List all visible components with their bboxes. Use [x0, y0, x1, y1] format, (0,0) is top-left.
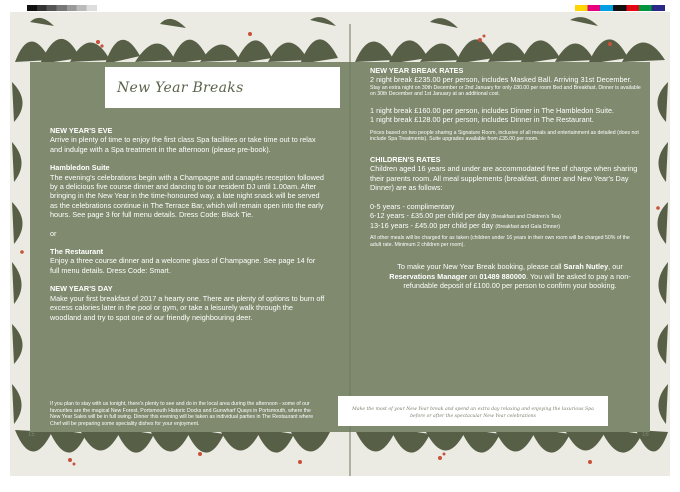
tier-6-12: 6-12 years - £35.00 per child per day (Breakfast and Children's Tea): [370, 211, 561, 221]
rates-note: Prices based on two people sharing a Signature Room, inclusive of all meals and entertainment as detailed (does not include Spa Treatments). Suite upgrades available from £35.00 per room.: [370, 129, 639, 143]
page-number-left: 15: [28, 432, 35, 438]
left-small-print: If you plan to stay with us tonight, there's plenty to see and do in the local area during the afternoon - some of our favourites are the magical New Forest, Portsmouth Historic Docks and Gunwharf Quays in Portsmouth, where the New Year Sales will be in full swing. Dinner this evening will be taken as individual parties in The Restaurant where Chef will be preparing some speciality dishes for your enjoyment.: [50, 401, 314, 427]
right-column: [370, 66, 642, 291]
section-body: Arrive in plenty of time to enjoy the first class Spa facilities or take time out to relax and indulge with a Spa treatment in the afternoon (please pre-book).: [50, 135, 316, 154]
page-number-right: 16: [642, 432, 649, 438]
section-body: Make your first breakfast of 2017 a hearty one. There are plenty of options to burn off excess calories later in the pool or gym, or take a leisurely walk through the woodland and try to spot one of our friendly neighbouring deer.: [50, 293, 325, 322]
page-title: New Year Breaks: [117, 80, 244, 96]
rate-two-night-note: Stay an extra night on 30th December or 2nd January for only £80.00 per room Bed and Breakfast. Dinner is available on 30th December and 1st January at an additional cost.: [370, 84, 641, 98]
section-heading: The Restaurant: [50, 247, 104, 257]
section-heading: Hambledon Suite: [50, 163, 110, 173]
rate-one-night-suite: 1 night break £160.00 per person, includes Dinner in The Hambledon Suite.: [370, 106, 615, 115]
section-body: Enjoy a three course dinner and a welcome glass of Champagne. See page 14 for full menu details. Dress Code: Smart.: [50, 256, 316, 275]
booking-contact-role: Reservations Manager: [389, 271, 468, 281]
booking-paragraph: To make your New Year Break booking, please call Sarah Nutley, our Reservations Manager on 01489 880000. You will be asked to pay a non-refundable deposit of £100.00 per person to confirm your booking.: [389, 262, 631, 291]
section-body: The evening's celebrations begin with a Champagne and canapés reception followed by a delicious five course dinner and dancing to our resident DJ until 1.00am. After bringing in the New Year in the time-honoured way, a late night snack will be served as the celebrations continue in The Terrace Bar, which will remain open into the early hours. See page 3 for full menu details. Dress Code: Black Tie.: [50, 172, 324, 220]
children-heading: CHILDREN'S RATES: [370, 155, 441, 164]
children-body: Children aged 16 years and under are accommodated free of charge when sharing their parents room. All meal supplements (breakfast, dinner and New Year's Day Dinner) are as follows:: [370, 164, 638, 193]
spa-note: Make the most of your New Year break and spend an extra day relaxing and enjoying the luxurious Spa before or after the spectacular New Year celebrations: [352, 407, 594, 419]
rates-heading: NEW YEAR BREAK RATES: [370, 66, 464, 75]
tier-0-5: 0-5 years - complimentary: [370, 201, 455, 211]
rate-two-night: 2 night break £235.00 per person, includes Masked Ball. Arriving 31st December.: [370, 75, 632, 85]
foliage-left-decoration: [10, 12, 32, 476]
foliage-right-decoration: [648, 12, 670, 476]
booking-contact-name: Sarah Nutley: [563, 262, 609, 272]
section-heading: NEW YEAR'S DAY: [50, 284, 113, 294]
section-heading: NEW YEAR'S EVE: [50, 126, 113, 135]
grayscale-calibration-bar: [27, 5, 97, 11]
tier-13-16: 13-16 years - £45.00 per child per day (Breakfast and Gala Dinner): [370, 220, 560, 230]
left-column: [50, 126, 326, 322]
section-body: or: [50, 228, 57, 238]
tier-6-12-note: (Breakfast and Children's Tea): [491, 214, 561, 221]
booking-phone: 01489 880000: [479, 271, 527, 281]
tier-13-16-note: (Breakfast and Gala Dinner): [495, 223, 560, 230]
children-note: All other meals will be charged for as taken (children under 16 years in their own room will be charged 50% of the adult rate. Minimum 2 children per room).: [370, 235, 630, 248]
rate-one-night-restaurant: 1 night break £128.00 per person, includes Dinner in The Restaurant.: [370, 115, 594, 125]
color-calibration-bar: [575, 5, 665, 11]
